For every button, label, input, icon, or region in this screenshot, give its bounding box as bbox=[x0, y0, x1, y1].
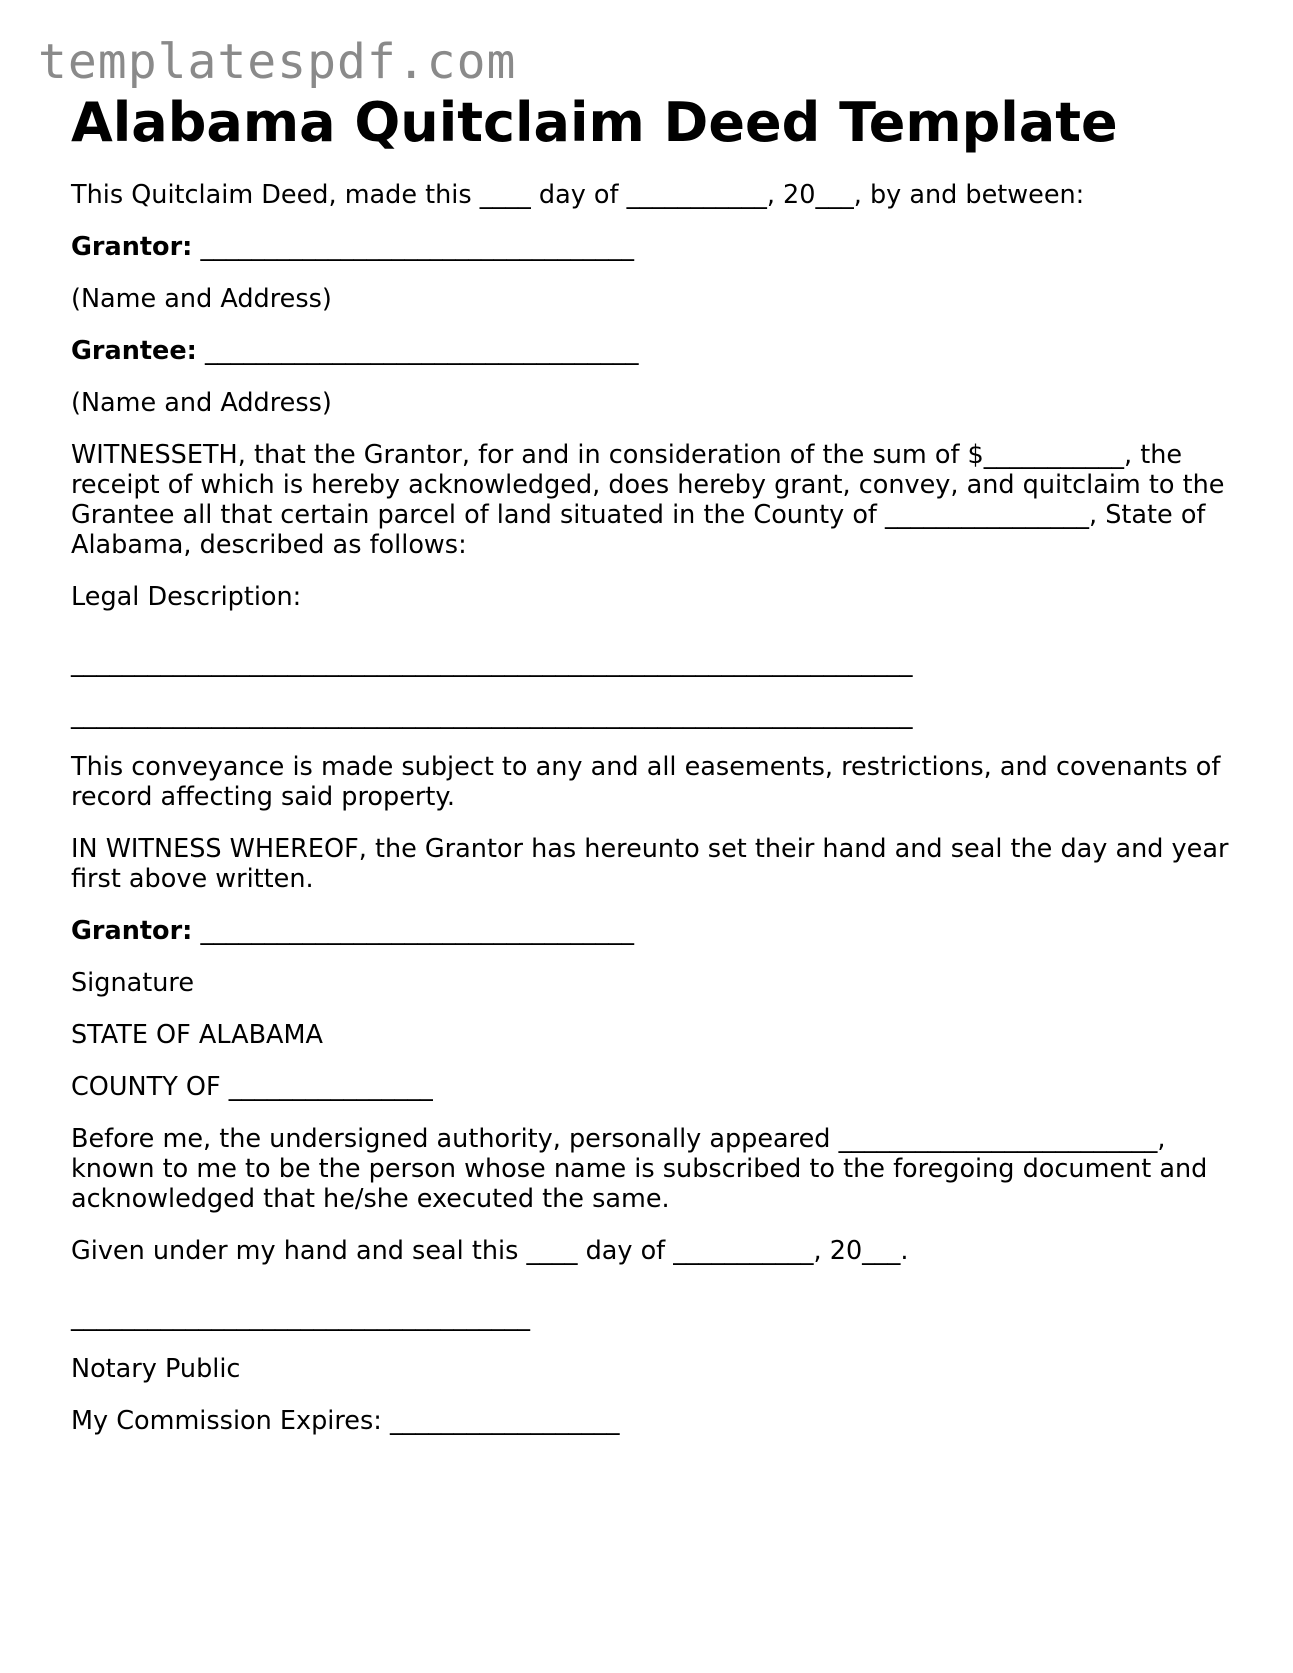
document-body bbox=[71, 88, 1231, 1436]
grantee-name-address-note: (Name and Address) bbox=[71, 388, 332, 418]
county-line: COUNTY OF ________________ bbox=[71, 1072, 433, 1102]
grantor-field bbox=[71, 232, 1231, 262]
watermark: templatespdf.com bbox=[38, 34, 517, 90]
grantor-signature-field bbox=[71, 916, 1231, 946]
commission-expires-field: My Commission Expires: __________________ bbox=[71, 1406, 620, 1436]
legal-description-label: Legal Description: bbox=[71, 582, 302, 612]
grantor-label: Grantor: bbox=[71, 232, 193, 262]
grantee-blank: __________________________________ bbox=[196, 336, 639, 366]
document-title: Alabama Quitclaim Deed Template bbox=[71, 91, 1118, 154]
acknowledgment-paragraph: Before me, the undersigned authority, personally appeared _________________________, known to me to be the person whose name is subscribed to the foregoing document and acknowledged that he/she executed the same. bbox=[71, 1124, 1208, 1214]
grantor-signature-blank: __________________________________ bbox=[192, 916, 634, 946]
witnesseth-paragraph: WITNESSETH, that the Grantor, for and in consideration of the sum of $___________, the receipt of which is hereby acknowledged, does hereby grant, convey, and quitclaim to the Grantee all that certain parcel of land situated in the County of ________________, State of Alabama, described as follows: bbox=[71, 440, 1225, 560]
state-line: STATE OF ALABAMA bbox=[71, 1020, 323, 1050]
in-witness-paragraph: IN WITNESS WHEREOF, the Grantor has hereunto set their hand and seal the day and year first above written. bbox=[71, 834, 1229, 894]
intro-paragraph: This Quitclaim Deed, made this ____ day of ___________, 20___, by and between: bbox=[71, 180, 1085, 210]
given-under-hand-line: Given under my hand and seal this ____ day of ___________, 20___. bbox=[71, 1236, 909, 1266]
grantor-blank: __________________________________ bbox=[192, 232, 634, 262]
conveyance-paragraph: This conveyance is made subject to any and all easements, restrictions, and covenants of record affecting said property. bbox=[71, 752, 1221, 812]
grantee-field bbox=[71, 336, 1231, 366]
notary-signature-line: ____________________________________ bbox=[71, 1302, 530, 1332]
grantor-name-address-note: (Name and Address) bbox=[71, 284, 332, 314]
grantee-label: Grantee: bbox=[71, 336, 197, 366]
grantor-signature-label: Grantor: bbox=[71, 916, 193, 946]
legal-description-line-2: __________________________________________________________________ bbox=[71, 700, 913, 730]
legal-description-line-1: __________________________________________________________________ bbox=[71, 648, 913, 678]
signature-label: Signature bbox=[71, 968, 195, 998]
notary-public-label: Notary Public bbox=[71, 1354, 241, 1384]
